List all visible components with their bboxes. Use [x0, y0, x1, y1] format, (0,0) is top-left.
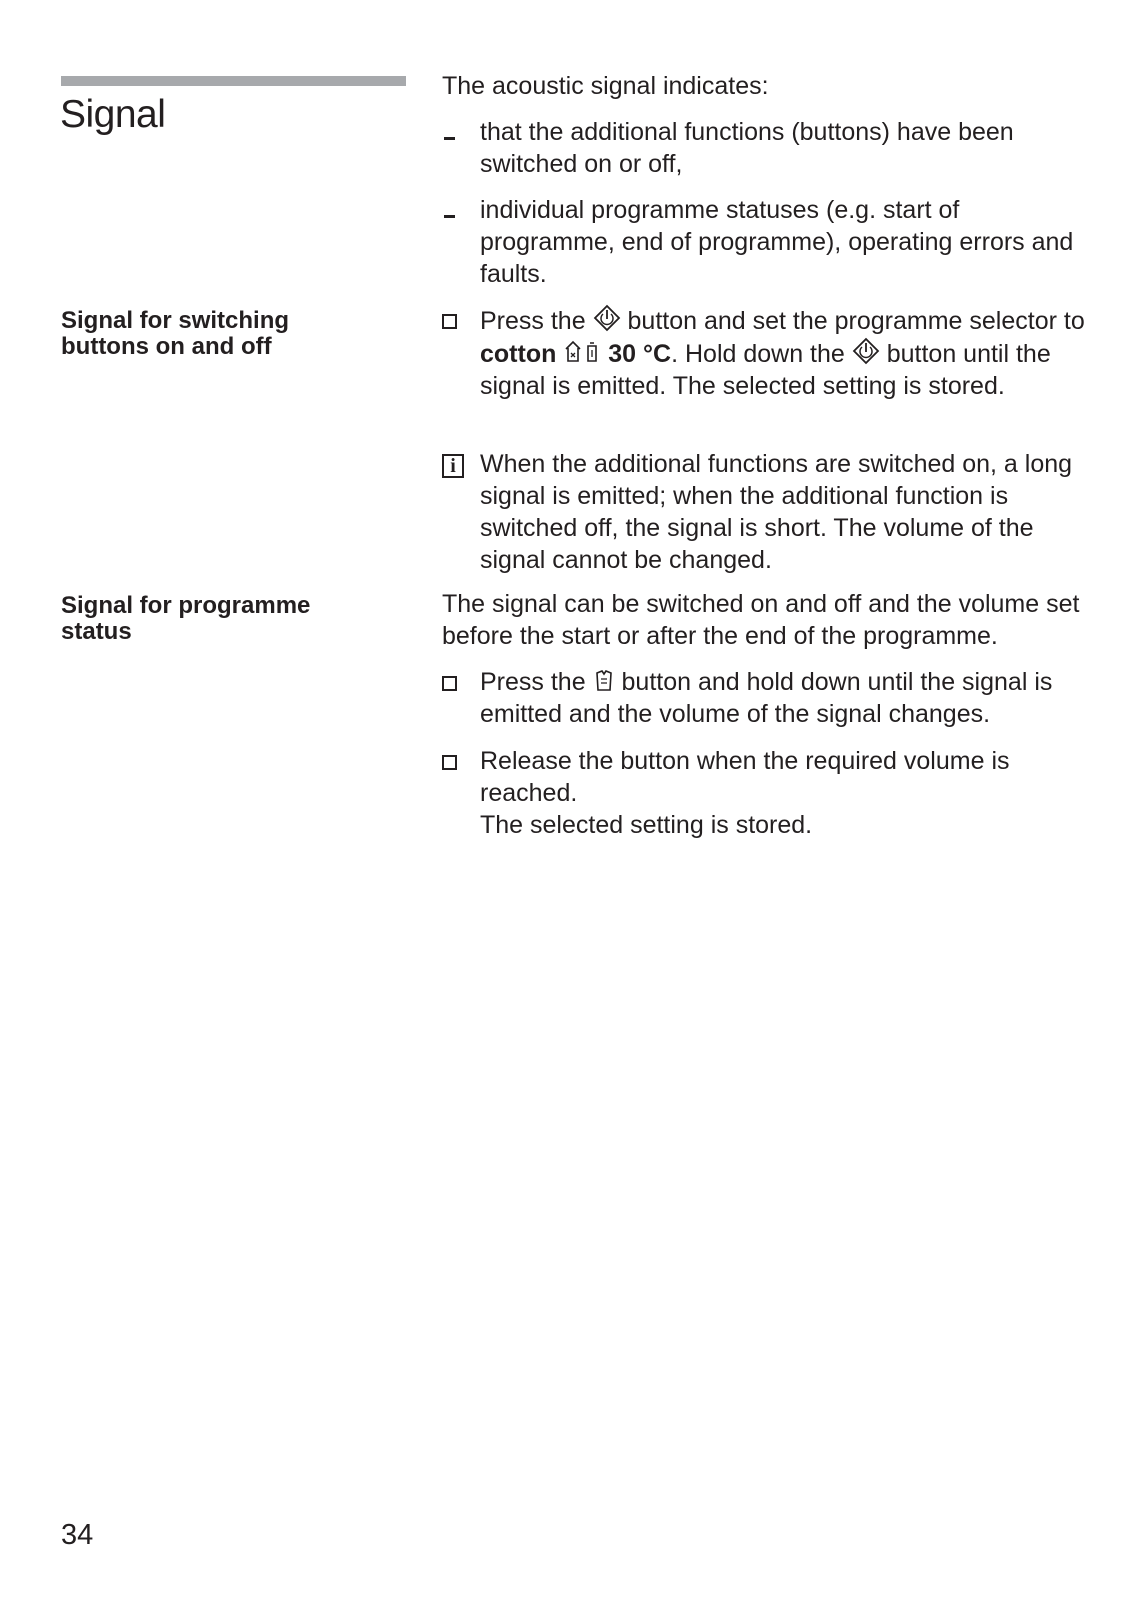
instruction-text-part: button until the signal is emitted. The selected setting is stored. — [480, 340, 1051, 400]
start-diamond-icon — [852, 337, 880, 365]
heading-rule — [61, 76, 406, 86]
cotton-program-icon — [563, 339, 601, 365]
instruction-text-part: button and set the programme selector to — [627, 307, 1085, 335]
instruction-text-part: . Hold down the — [671, 340, 845, 368]
info-icon: i — [442, 448, 468, 480]
page-title: Signal — [60, 93, 166, 136]
status-intro-text: The signal can be switched on and off and the volume set before the start or after the end of the programme. — [442, 590, 1080, 650]
press-the-label: Press the — [480, 668, 586, 696]
temperature-value: 30 °C — [608, 340, 672, 368]
dash-marker — [442, 194, 468, 226]
instruction-text-part: Release the button when the required volume is reached. — [480, 747, 1010, 807]
checkbox-marker-icon — [442, 666, 468, 699]
instruction-text-part: button and hold down until the signal is emitted and the volume of the signal changes. — [480, 668, 1053, 728]
instruction-text — [480, 745, 1090, 841]
instruction-text — [480, 304, 1090, 402]
page-number: 34 — [61, 1519, 94, 1551]
list-item-text: individual programme statuses (e.g. start of programme, end of programme), operating errors and faults. — [480, 196, 1074, 288]
easy-iron-shirt-icon — [593, 669, 615, 693]
intro-text: The acoustic signal indicates: — [442, 72, 769, 100]
start-diamond-icon — [593, 304, 621, 332]
press-the-label: Press the — [480, 307, 586, 335]
subheading-switching: Signal for switching buttons on and off — [61, 307, 290, 360]
programme-name: cotton — [480, 340, 557, 368]
checkbox-marker-icon — [442, 304, 468, 337]
result-text: The selected setting is stored. — [480, 811, 813, 839]
checkbox-marker-icon — [442, 745, 468, 778]
instruction-text — [480, 666, 1090, 730]
list-item-text: that the additional functions (buttons) have been switched on or off, — [480, 118, 1014, 178]
info-note-text: When the additional functions are switched on, a long signal is emitted; when the additional function is switched off, the signal is short. The volume of the signal cannot be changed. — [480, 450, 1073, 574]
dash-marker — [442, 116, 468, 148]
subheading-programme-status: Signal for programme status — [61, 592, 311, 645]
